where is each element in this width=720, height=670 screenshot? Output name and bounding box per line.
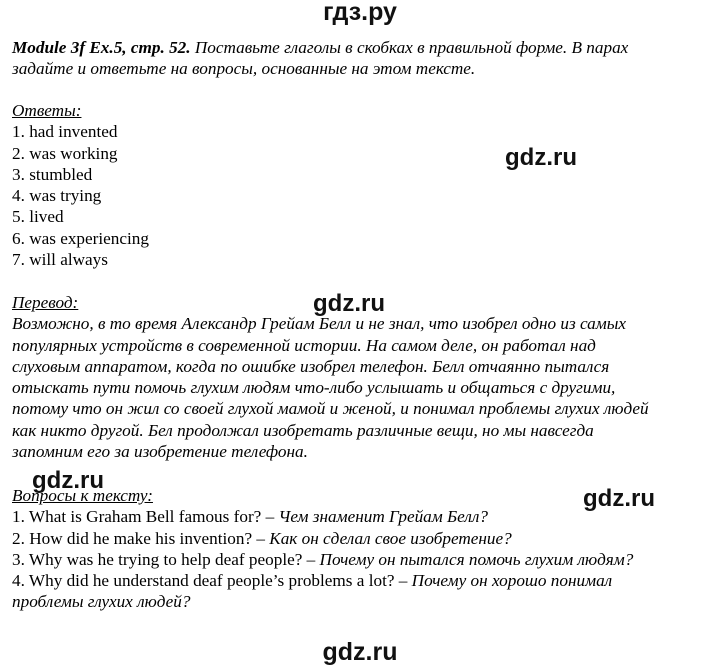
question-item bbox=[12, 570, 714, 591]
question-en: 4. Why did he understand deaf people’s problems a lot? – bbox=[12, 571, 412, 591]
translation-line: Возможно, в то время Александр Грейам Белл и не знал, что изобрел одно из самых bbox=[12, 314, 626, 334]
translation-line: потому что он жил со своей глухой мамой и женой, и понимал проблемы глухих людей bbox=[12, 399, 649, 419]
question-item bbox=[12, 528, 714, 549]
watermark-top: гдз.ру bbox=[323, 0, 397, 26]
watermark: gdz.ru bbox=[32, 467, 104, 494]
question-ru: Почему он хорошо понимал bbox=[411, 571, 613, 591]
answer-item: 4. was trying bbox=[12, 186, 102, 206]
translation-line: запомним его за изобретение телефона. bbox=[12, 442, 308, 462]
question-ru: Чем знаменит Грейам Белл? bbox=[278, 507, 488, 527]
answer-item: 6. was experiencing bbox=[12, 228, 149, 248]
translation-line: отыскать пути помочь глухим людям что-либо услышать и общаться с другими, bbox=[12, 378, 616, 398]
translation-heading: Перевод: bbox=[12, 293, 79, 312]
watermark: gdz.ru bbox=[505, 144, 577, 171]
watermark: gdz.ru bbox=[583, 485, 655, 512]
answer-item: 1. had invented bbox=[12, 122, 118, 142]
question-en: 2. How did he make his invention? – bbox=[12, 528, 270, 548]
question-item bbox=[12, 549, 714, 570]
translation-line: слуховым аппаратом, когда по ошибке изобрел телефон. Белл отчаянно пытался bbox=[12, 356, 610, 376]
translation-line: популярных устройств в современной истории. На самом деле, он работал над bbox=[12, 335, 596, 355]
question-en: 3. Why was he trying to help deaf people? – bbox=[12, 549, 320, 569]
exercise-reference: Module 3f Ex.5, стр. 52. bbox=[12, 38, 191, 57]
answers-heading: Ответы: bbox=[12, 101, 82, 120]
task-line-2: задайте и ответьте на вопросы, основанные на этом тексте. bbox=[12, 59, 476, 79]
question-en: 1. What is Graham Bell famous for? – bbox=[12, 507, 279, 527]
question-ru: Как он сделал свое изобретение? bbox=[269, 528, 512, 548]
answer-item: 5. lived bbox=[12, 207, 64, 227]
question-continuation: проблемы глухих людей? bbox=[12, 592, 191, 612]
answer-item: 7. will always bbox=[12, 250, 108, 270]
answer-item: 2. was working bbox=[12, 143, 118, 163]
questions-heading: Вопросы к тексту: bbox=[12, 486, 153, 505]
translation-section bbox=[12, 292, 714, 462]
task-line-1: Поставьте глаголы в скобках в правильной форме. В парах bbox=[190, 38, 629, 57]
exercise-header bbox=[12, 37, 714, 80]
answers-section bbox=[12, 100, 714, 270]
translation-line: как никто другой. Бел продолжал изобретать различные вещи, но мы навсегда bbox=[12, 420, 594, 440]
watermark-bottom: gdz.ru bbox=[322, 638, 398, 666]
question-ru: Почему он пытался помочь глухим людям? bbox=[319, 549, 634, 569]
watermark: gdz.ru bbox=[313, 290, 385, 317]
answer-item: 3. stumbled bbox=[12, 164, 93, 184]
